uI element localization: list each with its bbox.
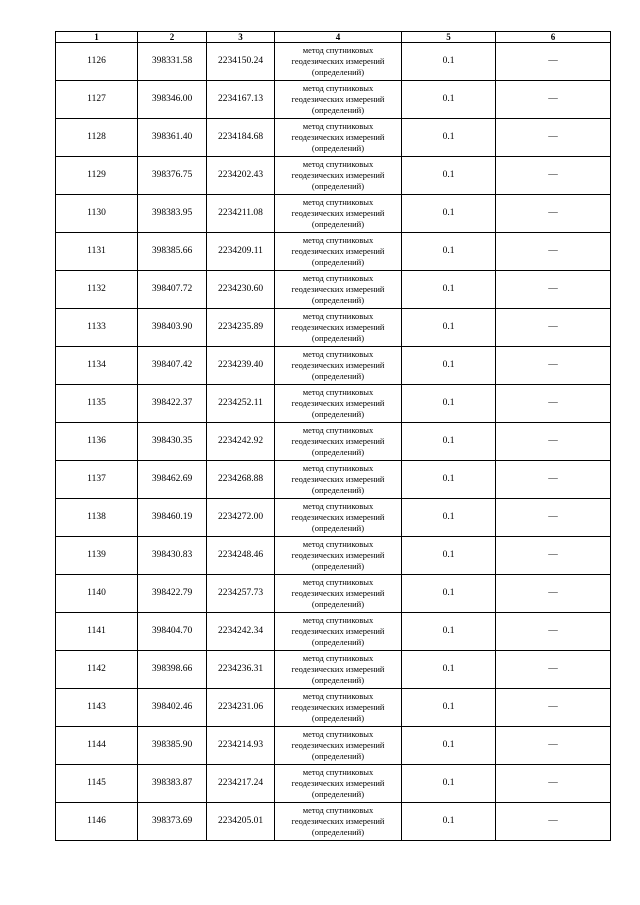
accuracy-cell: 0.1 <box>402 271 496 309</box>
description-cell: — <box>496 309 611 347</box>
x-coordinate-cell: 398430.35 <box>138 423 207 461</box>
table-row <box>56 803 611 841</box>
point-number-cell: 1137 <box>56 461 138 499</box>
method-line-2: геодезических измерений <box>291 246 385 256</box>
accuracy-cell: 0.1 <box>402 461 496 499</box>
table-row <box>56 81 611 119</box>
x-coordinate-cell: 398407.42 <box>138 347 207 385</box>
header-col-5: 5 <box>402 32 496 43</box>
accuracy-cell: 0.1 <box>402 803 496 841</box>
method-line-3: (определений) <box>311 447 365 457</box>
method-line-3: (определений) <box>311 371 365 381</box>
x-coordinate-cell: 398422.37 <box>138 385 207 423</box>
accuracy-cell: 0.1 <box>402 613 496 651</box>
description-cell: — <box>496 651 611 689</box>
method-line-3: (определений) <box>311 295 365 305</box>
table-row <box>56 575 611 613</box>
header-col-3: 3 <box>207 32 275 43</box>
accuracy-cell: 0.1 <box>402 119 496 157</box>
method-line-3: (определений) <box>311 105 365 115</box>
method-line-2: геодезических измерений <box>291 626 385 636</box>
accuracy-cell: 0.1 <box>402 537 496 575</box>
y-coordinate-cell: 2234236.31 <box>207 651 275 689</box>
y-coordinate-cell: 2234230.60 <box>207 271 275 309</box>
point-number-cell: 1140 <box>56 575 138 613</box>
method-cell <box>275 461 402 499</box>
description-cell: — <box>496 727 611 765</box>
accuracy-cell: 0.1 <box>402 423 496 461</box>
point-number-cell: 1129 <box>56 157 138 195</box>
method-line-2: геодезических измерений <box>291 778 385 788</box>
method-line-1: метод спутниковых <box>302 463 374 473</box>
method-line-2: геодезических измерений <box>291 94 385 104</box>
table-row <box>56 157 611 195</box>
method-cell <box>275 499 402 537</box>
method-line-2: геодезических измерений <box>291 132 385 142</box>
point-number-cell: 1141 <box>56 613 138 651</box>
description-cell: — <box>496 575 611 613</box>
x-coordinate-cell: 398403.90 <box>138 309 207 347</box>
method-line-2: геодезических измерений <box>291 740 385 750</box>
method-line-3: (определений) <box>311 485 365 495</box>
method-line-2: геодезических измерений <box>291 816 385 826</box>
method-line-1: метод спутниковых <box>302 45 374 55</box>
header-col-4: 4 <box>275 32 402 43</box>
point-number-cell: 1139 <box>56 537 138 575</box>
method-cell <box>275 651 402 689</box>
header-row <box>56 32 611 43</box>
method-cell <box>275 385 402 423</box>
method-line-1: метод спутниковых <box>302 273 374 283</box>
point-number-cell: 1127 <box>56 81 138 119</box>
method-line-3: (определений) <box>311 181 365 191</box>
accuracy-cell: 0.1 <box>402 233 496 271</box>
point-number-cell: 1133 <box>56 309 138 347</box>
description-cell: — <box>496 423 611 461</box>
point-number-cell: 1143 <box>56 689 138 727</box>
method-cell <box>275 347 402 385</box>
method-line-2: геодезических измерений <box>291 436 385 446</box>
y-coordinate-cell: 2234209.11 <box>207 233 275 271</box>
table-row <box>56 43 611 81</box>
description-cell: — <box>496 613 611 651</box>
y-coordinate-cell: 2234214.93 <box>207 727 275 765</box>
description-cell: — <box>496 803 611 841</box>
method-line-2: геодезических измерений <box>291 360 385 370</box>
method-line-3: (определений) <box>311 599 365 609</box>
header-col-6: 6 <box>496 32 611 43</box>
table-row <box>56 233 611 271</box>
method-line-3: (определений) <box>311 257 365 267</box>
accuracy-cell: 0.1 <box>402 309 496 347</box>
method-line-1: метод спутниковых <box>302 197 374 207</box>
description-cell: — <box>496 347 611 385</box>
method-line-3: (определений) <box>311 789 365 799</box>
header-col-1: 1 <box>56 32 138 43</box>
table-row <box>56 309 611 347</box>
method-line-2: геодезических измерений <box>291 588 385 598</box>
y-coordinate-cell: 2234272.00 <box>207 499 275 537</box>
table-row <box>56 613 611 651</box>
x-coordinate-cell: 398460.19 <box>138 499 207 537</box>
point-number-cell: 1146 <box>56 803 138 841</box>
x-coordinate-cell: 398404.70 <box>138 613 207 651</box>
method-line-1: метод спутниковых <box>302 83 374 93</box>
x-coordinate-cell: 398385.66 <box>138 233 207 271</box>
method-line-1: метод спутниковых <box>302 653 374 663</box>
method-line-1: метод спутниковых <box>302 577 374 587</box>
x-coordinate-cell: 398331.58 <box>138 43 207 81</box>
table-row <box>56 195 611 233</box>
method-cell <box>275 43 402 81</box>
description-cell: — <box>496 157 611 195</box>
accuracy-cell: 0.1 <box>402 727 496 765</box>
point-number-cell: 1126 <box>56 43 138 81</box>
method-cell <box>275 309 402 347</box>
method-line-1: метод спутниковых <box>302 729 374 739</box>
method-cell <box>275 271 402 309</box>
table-row <box>56 689 611 727</box>
method-line-2: геодезических измерений <box>291 664 385 674</box>
x-coordinate-cell: 398407.72 <box>138 271 207 309</box>
method-line-2: геодезических измерений <box>291 284 385 294</box>
point-number-cell: 1136 <box>56 423 138 461</box>
accuracy-cell: 0.1 <box>402 499 496 537</box>
method-cell <box>275 423 402 461</box>
x-coordinate-cell: 398361.40 <box>138 119 207 157</box>
x-coordinate-cell: 398383.95 <box>138 195 207 233</box>
method-line-3: (определений) <box>311 143 365 153</box>
table-row <box>56 765 611 803</box>
table-body <box>56 43 611 841</box>
description-cell: — <box>496 43 611 81</box>
accuracy-cell: 0.1 <box>402 689 496 727</box>
point-number-cell: 1142 <box>56 651 138 689</box>
x-coordinate-cell: 398383.87 <box>138 765 207 803</box>
method-cell <box>275 765 402 803</box>
y-coordinate-cell: 2234242.34 <box>207 613 275 651</box>
method-line-2: геодезических измерений <box>291 702 385 712</box>
method-line-3: (определений) <box>311 751 365 761</box>
x-coordinate-cell: 398430.83 <box>138 537 207 575</box>
method-line-1: метод спутниковых <box>302 691 374 701</box>
y-coordinate-cell: 2234242.92 <box>207 423 275 461</box>
method-line-3: (определений) <box>311 333 365 343</box>
method-line-1: метод спутниковых <box>302 501 374 511</box>
y-coordinate-cell: 2234257.73 <box>207 575 275 613</box>
table-row <box>56 651 611 689</box>
y-coordinate-cell: 2234248.46 <box>207 537 275 575</box>
x-coordinate-cell: 398385.90 <box>138 727 207 765</box>
description-cell: — <box>496 461 611 499</box>
method-cell <box>275 195 402 233</box>
method-line-2: геодезических измерений <box>291 170 385 180</box>
method-line-1: метод спутниковых <box>302 615 374 625</box>
method-line-1: метод спутниковых <box>302 539 374 549</box>
table-row <box>56 423 611 461</box>
description-cell: — <box>496 195 611 233</box>
method-line-1: метод спутниковых <box>302 767 374 777</box>
description-cell: — <box>496 81 611 119</box>
method-line-2: геодезических измерений <box>291 474 385 484</box>
y-coordinate-cell: 2234231.06 <box>207 689 275 727</box>
accuracy-cell: 0.1 <box>402 195 496 233</box>
point-number-cell: 1130 <box>56 195 138 233</box>
table-row <box>56 271 611 309</box>
method-cell <box>275 537 402 575</box>
point-number-cell: 1132 <box>56 271 138 309</box>
x-coordinate-cell: 398398.66 <box>138 651 207 689</box>
description-cell: — <box>496 765 611 803</box>
x-coordinate-cell: 398422.79 <box>138 575 207 613</box>
y-coordinate-cell: 2234252.11 <box>207 385 275 423</box>
method-line-3: (определений) <box>311 67 365 77</box>
x-coordinate-cell: 398462.69 <box>138 461 207 499</box>
method-cell <box>275 803 402 841</box>
method-cell <box>275 81 402 119</box>
method-line-2: геодезических измерений <box>291 398 385 408</box>
method-line-3: (определений) <box>311 827 365 837</box>
method-cell <box>275 613 402 651</box>
method-line-1: метод спутниковых <box>302 805 374 815</box>
coordinates-table <box>55 31 611 841</box>
method-cell <box>275 157 402 195</box>
y-coordinate-cell: 2234235.89 <box>207 309 275 347</box>
method-line-3: (определений) <box>311 561 365 571</box>
table-row <box>56 347 611 385</box>
method-line-1: метод спутниковых <box>302 425 374 435</box>
method-cell <box>275 119 402 157</box>
description-cell: — <box>496 271 611 309</box>
method-line-3: (определений) <box>311 219 365 229</box>
accuracy-cell: 0.1 <box>402 765 496 803</box>
y-coordinate-cell: 2234205.01 <box>207 803 275 841</box>
method-line-1: метод спутниковых <box>302 387 374 397</box>
description-cell: — <box>496 537 611 575</box>
method-line-3: (определений) <box>311 523 365 533</box>
table-row <box>56 461 611 499</box>
x-coordinate-cell: 398402.46 <box>138 689 207 727</box>
y-coordinate-cell: 2234150.24 <box>207 43 275 81</box>
accuracy-cell: 0.1 <box>402 651 496 689</box>
method-line-1: метод спутниковых <box>302 121 374 131</box>
accuracy-cell: 0.1 <box>402 575 496 613</box>
point-number-cell: 1138 <box>56 499 138 537</box>
y-coordinate-cell: 2234184.68 <box>207 119 275 157</box>
y-coordinate-cell: 2234239.40 <box>207 347 275 385</box>
y-coordinate-cell: 2234217.24 <box>207 765 275 803</box>
table-row <box>56 499 611 537</box>
method-line-2: геодезических измерений <box>291 550 385 560</box>
header-col-2: 2 <box>138 32 207 43</box>
x-coordinate-cell: 398346.00 <box>138 81 207 119</box>
point-number-cell: 1134 <box>56 347 138 385</box>
method-line-3: (определений) <box>311 713 365 723</box>
description-cell: — <box>496 499 611 537</box>
accuracy-cell: 0.1 <box>402 81 496 119</box>
method-cell <box>275 233 402 271</box>
method-line-2: геодезических измерений <box>291 512 385 522</box>
method-line-1: метод спутниковых <box>302 235 374 245</box>
method-line-1: метод спутниковых <box>302 159 374 169</box>
y-coordinate-cell: 2234211.08 <box>207 195 275 233</box>
accuracy-cell: 0.1 <box>402 43 496 81</box>
method-line-3: (определений) <box>311 409 365 419</box>
y-coordinate-cell: 2234202.43 <box>207 157 275 195</box>
point-number-cell: 1128 <box>56 119 138 157</box>
accuracy-cell: 0.1 <box>402 347 496 385</box>
method-line-2: геодезических измерений <box>291 322 385 332</box>
method-line-2: геодезических измерений <box>291 208 385 218</box>
table-row <box>56 119 611 157</box>
accuracy-cell: 0.1 <box>402 157 496 195</box>
point-number-cell: 1131 <box>56 233 138 271</box>
method-cell <box>275 575 402 613</box>
table-row <box>56 537 611 575</box>
y-coordinate-cell: 2234268.88 <box>207 461 275 499</box>
description-cell: — <box>496 119 611 157</box>
y-coordinate-cell: 2234167.13 <box>207 81 275 119</box>
point-number-cell: 1145 <box>56 765 138 803</box>
method-line-1: метод спутниковых <box>302 311 374 321</box>
method-cell <box>275 727 402 765</box>
table-row <box>56 727 611 765</box>
method-cell <box>275 689 402 727</box>
x-coordinate-cell: 398376.75 <box>138 157 207 195</box>
description-cell: — <box>496 233 611 271</box>
point-number-cell: 1135 <box>56 385 138 423</box>
table-header <box>56 32 611 43</box>
method-line-2: геодезических измерений <box>291 56 385 66</box>
point-number-cell: 1144 <box>56 727 138 765</box>
x-coordinate-cell: 398373.69 <box>138 803 207 841</box>
description-cell: — <box>496 689 611 727</box>
accuracy-cell: 0.1 <box>402 385 496 423</box>
method-line-3: (определений) <box>311 675 365 685</box>
method-line-3: (определений) <box>311 637 365 647</box>
table-row <box>56 385 611 423</box>
description-cell: — <box>496 385 611 423</box>
method-line-1: метод спутниковых <box>302 349 374 359</box>
